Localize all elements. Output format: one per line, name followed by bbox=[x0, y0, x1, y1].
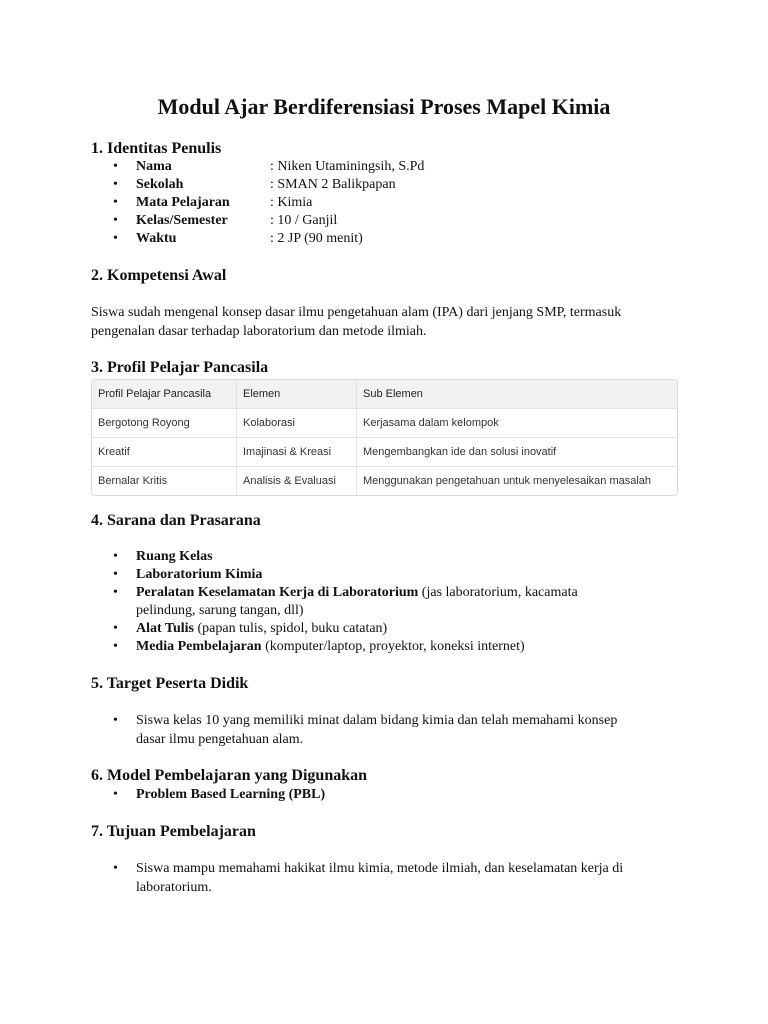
table-cell: Bergotong Royong bbox=[98, 417, 190, 429]
tujuan-item bbox=[91, 859, 691, 897]
sarana-item bbox=[91, 548, 691, 566]
table-cell: Kolaborasi bbox=[236, 409, 356, 437]
target-list bbox=[91, 711, 691, 749]
section-heading-profil: 3. Profil Pelajar Pancasila bbox=[91, 359, 269, 376]
sarana-item-detail: (komputer/laptop, proyektor, koneksi internet) bbox=[261, 639, 525, 654]
identitas-item-sekolah bbox=[91, 176, 691, 194]
model-list bbox=[91, 786, 691, 804]
identitas-value: : Kimia bbox=[270, 195, 313, 210]
target-item bbox=[91, 711, 691, 749]
identitas-list bbox=[91, 158, 691, 248]
sarana-list bbox=[91, 548, 691, 656]
identitas-key: Waktu bbox=[136, 231, 177, 246]
kompetensi-paragraph bbox=[91, 303, 691, 341]
identitas-value: : Niken Utaminingsih, S.Pd bbox=[270, 159, 425, 174]
identitas-item-kelas bbox=[91, 212, 691, 230]
sarana-item-title: Peralatan Keselamatan Kerja di Laboratorium bbox=[136, 585, 419, 600]
identitas-value: : 2 JP (90 menit) bbox=[270, 231, 363, 246]
kompetensi-line: Siswa sudah mengenal konsep dasar ilmu pengetahuan alam (IPA) dari jenjang SMP, termasuk bbox=[91, 305, 622, 320]
table-cell: Menggunakan pengetahuan untuk menyelesaikan masalah bbox=[356, 467, 677, 495]
identitas-key: Mata Pelajaran bbox=[136, 195, 230, 210]
identitas-key: Kelas/Semester bbox=[136, 213, 228, 228]
table-header-cell: Elemen bbox=[236, 380, 356, 408]
sarana-item bbox=[91, 566, 691, 584]
table-header-row bbox=[92, 380, 677, 408]
table-header-cell: Profil Pelajar Pancasila bbox=[98, 388, 212, 400]
kompetensi-line: pengenalan dasar terhadap laboratorium dan metode ilmiah. bbox=[91, 324, 427, 339]
section-heading-target: 5. Target Peserta Didik bbox=[91, 675, 249, 692]
tujuan-list bbox=[91, 859, 691, 897]
model-item bbox=[91, 786, 691, 804]
table-cell: Analisis & Evaluasi bbox=[236, 467, 356, 495]
sarana-item-detail: pelindung, sarung tangan, dll) bbox=[136, 603, 304, 618]
document-title: Modul Ajar Berdiferensiasi Proses Mapel Kimia bbox=[157, 94, 611, 119]
sarana-item bbox=[91, 620, 691, 638]
sarana-item-title: Laboratorium Kimia bbox=[136, 567, 263, 582]
tujuan-line: laboratorium. bbox=[136, 880, 212, 895]
section-heading-kompetensi: 2. Kompetensi Awal bbox=[91, 267, 227, 284]
identitas-key: Sekolah bbox=[136, 177, 184, 192]
table-row bbox=[92, 408, 677, 437]
identitas-key: Nama bbox=[136, 159, 172, 174]
table-row bbox=[92, 466, 677, 495]
identitas-value: : SMAN 2 Balikpapan bbox=[270, 177, 396, 192]
table-cell: Bernalar Kritis bbox=[98, 475, 168, 487]
table-cell: Mengembangkan ide dan solusi inovatif bbox=[356, 438, 677, 466]
section-heading-sarana: 4. Sarana dan Prasarana bbox=[91, 512, 261, 529]
table-cell: Imajinasi & Kreasi bbox=[236, 438, 356, 466]
section-heading-tujuan: 7. Tujuan Pembelajaran bbox=[91, 823, 256, 840]
identitas-item-nama bbox=[91, 158, 691, 176]
sarana-item bbox=[91, 584, 691, 620]
table-header-cell: Sub Elemen bbox=[356, 380, 677, 408]
target-line: Siswa kelas 10 yang memiliki minat dalam bidang kimia dan telah memahami konsep bbox=[136, 713, 618, 728]
target-line: dasar ilmu pengetahuan alam. bbox=[136, 732, 304, 747]
identitas-item-waktu bbox=[91, 230, 691, 248]
model-item-title: Problem Based Learning (PBL) bbox=[136, 787, 326, 802]
section-heading-identitas: 1. Identitas Penulis bbox=[91, 140, 222, 157]
profil-table bbox=[91, 379, 678, 496]
tujuan-line: Siswa mampu memahami hakikat ilmu kimia, metode ilmiah, dan keselamatan kerja di bbox=[136, 861, 624, 876]
sarana-item-detail: (jas laboratorium, kacamata bbox=[418, 585, 578, 600]
table-row bbox=[92, 437, 677, 466]
sarana-item-title: Media Pembelajaran bbox=[136, 639, 262, 654]
table-cell: Kreatif bbox=[98, 446, 130, 458]
identitas-value: : 10 / Ganjil bbox=[270, 213, 338, 228]
identitas-item-mapel bbox=[91, 194, 691, 212]
sarana-item-title: Ruang Kelas bbox=[136, 549, 213, 564]
sarana-item bbox=[91, 638, 691, 656]
table-cell: Kerjasama dalam kelompok bbox=[356, 409, 677, 437]
sarana-item-detail: (papan tulis, spidol, buku catatan) bbox=[193, 621, 388, 636]
sarana-item-title: Alat Tulis bbox=[136, 621, 194, 636]
section-heading-model: 6. Model Pembelajaran yang Digunakan bbox=[91, 767, 368, 784]
